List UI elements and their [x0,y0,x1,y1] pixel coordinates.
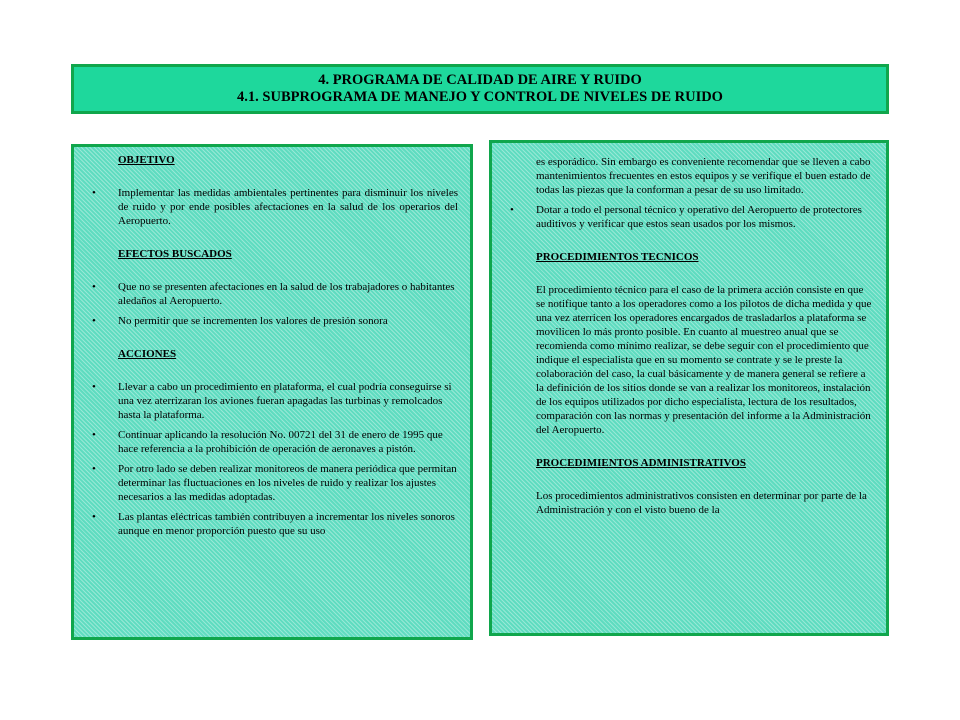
right-panel [489,140,889,636]
acciones-item: • Llevar a cabo un procedimiento en plataforma, el cual podría conseguirse si una vez aterrizaran los aviones fueran apagadas las turbinas y remolcados hasta la plataforma. [86,380,458,422]
left-panel [71,144,473,640]
program-title: 4. PROGRAMA DE CALIDAD DE AIRE Y RUIDO [318,72,642,88]
acciones-item: • Por otro lado se deben realizar monitoreos de manera periódica que permitan determinar las fluctuaciones en los niveles de ruido y realizar los ajustes necesarios a las medidas adoptadas. [86,462,458,504]
acciones-heading: ACCIONES [118,348,177,360]
administrativos-text: Los procedimientos administrativos consisten en determinar por parte de la Administración y con el visto bueno de la [536,490,867,516]
administrativos-heading: PROCEDIMIENTOS ADMINISTRATIVOS [536,457,746,469]
efectos-heading: EFECTOS BUSCADOS [118,248,232,260]
tecnicos-heading: PROCEDIMIENTOS TECNICOS [536,251,699,263]
efectos-item: • Que no se presenten afectaciones en la salud de los trabajadores o habitantes aledaños al Aeropuerto. [86,280,458,308]
subprogram-title: 4.1. SUBPROGRAMA DE MANEJO Y CONTROL DE NIVELES DE RUIDO [237,89,723,105]
objetivo-heading: OBJETIVO [118,154,175,166]
page-title [71,64,889,114]
acciones-item: • Continuar aplicando la resolución No. 00721 del 31 de enero de 1995 que hace referencia a la prohibición de operación de aeronaves a pistón. [86,428,458,456]
dotar-item: • Dotar a todo el personal técnico y operativo del Aeropuerto de protectores auditivos y verificar que estos sean usados por los mismos. [504,203,874,231]
efectos-item: • No permitir que se incrementen los valores de presión sonora [86,314,458,328]
tecnicos-text: El procedimiento técnico para el caso de la primera acción consiste en que se notifique tanto a los operadores como a los pilotos de dicha medida y que una vez aterricen los operadores encargados de trasladarlos a plataforma se movilicen lo más pronto posible. En cuanto al muestreo anual que se recomienda como mínimo realizar, se debe seguir con el procedimiento que indique el especialista que en su momento se contrate y se le preste la colaboración del caso, la cual básicamente y de manera general se refiere a la definición de los sitios donde se van a realizar los monitoreos, instalación de los equipos utilizados por dicho especialista, lectura de los resultados, comparación con las normas y presentación del informe a la Administración del Aeropuerto. [536,284,872,436]
objetivo-item: • Implementar las medidas ambientales pertinentes para disminuir los niveles de ruido y por ende posibles afectaciones en la salud de los operarios del Aeropuerto. [86,186,458,228]
continuation-text: es esporádico. Sin embargo es conveniente recomendar que se lleven a cabo mantenimientos frecuentes en estos equipos y se verifique el buen estado de todas las piezas que la conforman a pesar de su uso limitado. [536,156,871,196]
acciones-item: • Las plantas eléctricas también contribuyen a incrementar los niveles sonoros aunque en menor proporción puesto que su uso [86,510,458,538]
